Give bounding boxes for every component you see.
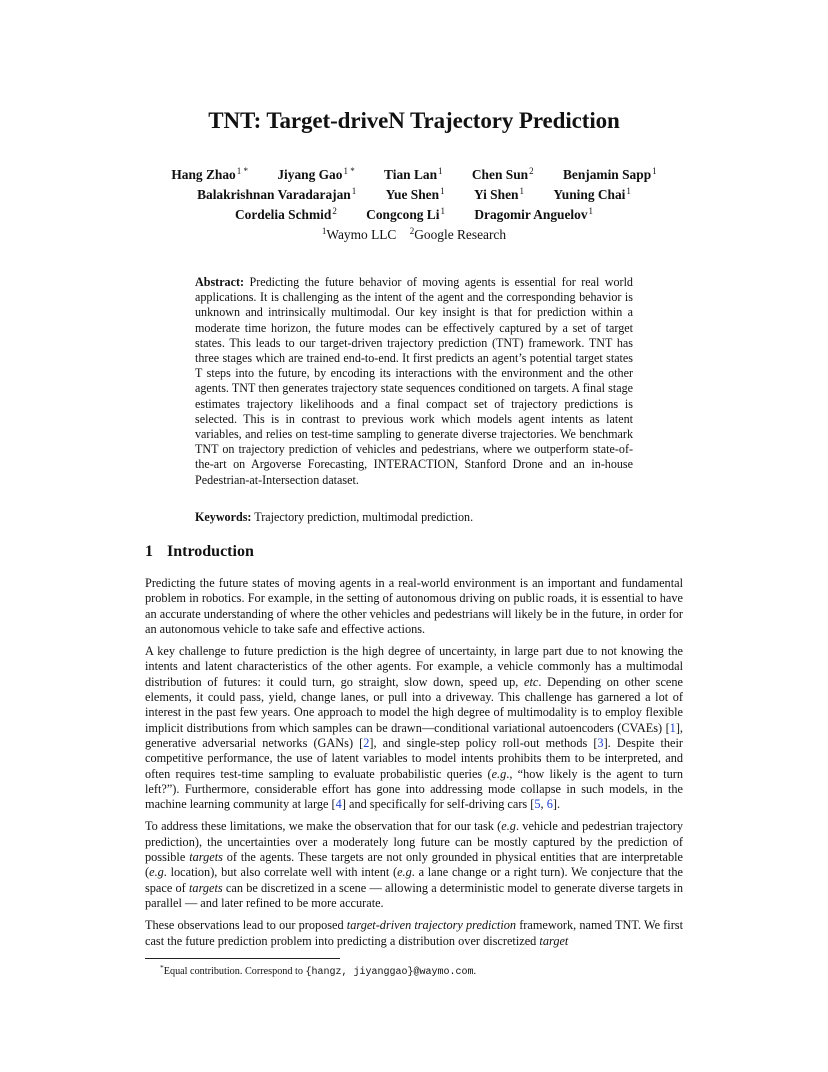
footnote-rule bbox=[145, 958, 340, 959]
affiliations bbox=[0, 226, 828, 243]
author: Hang Zhao$^{1 *}$ bbox=[171, 166, 248, 182]
paper-title: TNT: Target-driveN Trajectory Prediction bbox=[208, 108, 620, 133]
author: Dragomir Anguelov$^1$ bbox=[474, 206, 594, 222]
paragraph: These observations lead to our proposed target-driven trajectory prediction framework, named TNT. We first cast the future prediction problem into predicting a distribution over discretized target bbox=[145, 918, 683, 948]
paragraph: To address these limitations, we make the observation that for our task (e.g. vehicle and pedestrian trajectory prediction), the uncertainties over a moderately long future can be mostly captured by the prediction of possible targets of the agents. These targets are not only grounded in physical entities that are interpretable (e.g. location), but also correlate well with intent (e.g. a lane change or a right turn). We conjecture that the space of targets can be discretized in a scene — allowing a deterministic model to generate diverse targets in parallel — and later refined to be more accurate. bbox=[145, 819, 683, 910]
keywords-text: Trajectory prediction, multimodal prediction. bbox=[254, 510, 474, 524]
abstract-label: Abstract: bbox=[195, 275, 245, 289]
author: Yuning Chai$^1$ bbox=[553, 186, 631, 202]
keywords-label: Keywords: bbox=[195, 510, 252, 524]
author: Chen Sun$^2$ bbox=[471, 166, 534, 182]
paragraph: Predicting the future states of moving agents in a real-world environment is an important and fundamental problem in robotics. For example, in the setting of autonomous driving on public roads, it is essential to have an accurate understanding of where the other vehicles and pedestrians will likely be in the future, in order for an autonomous vehicle to take safe and effective actions. bbox=[145, 576, 683, 636]
affiliation: $^1$Waymo LLC bbox=[321, 226, 397, 242]
author-row-3 bbox=[0, 203, 828, 223]
footnote: *Equal contribution. Correspond to {hangz, jiyanggao}@waymo.com. bbox=[160, 963, 477, 978]
citation-link[interactable]: 3 bbox=[597, 735, 604, 750]
citation-link[interactable]: 2 bbox=[363, 735, 370, 750]
body-text bbox=[145, 576, 683, 956]
section-heading bbox=[145, 543, 254, 561]
section-title: Introduction bbox=[167, 543, 254, 560]
author: Balakrishnan Varadarajan$^1$ bbox=[197, 186, 357, 202]
author: Congcong Li$^1$ bbox=[366, 206, 445, 222]
citation-link[interactable]: 5 bbox=[534, 797, 541, 812]
affiliation: $^2$Google Research bbox=[409, 226, 507, 242]
citation-link[interactable]: 1 bbox=[669, 720, 676, 735]
citation-link[interactable]: 4 bbox=[335, 797, 342, 812]
email-link[interactable]: {hangz, jiyanggao}@waymo.com bbox=[305, 967, 474, 978]
keywords bbox=[195, 510, 633, 525]
citation-link[interactable]: 6 bbox=[546, 797, 553, 812]
abstract bbox=[195, 275, 633, 488]
author-list bbox=[0, 163, 828, 223]
paragraph: A key challenge to future prediction is the high degree of uncertainty, in large part due to not knowing the intents and latent characteristics of the other agents. For example, a vehicle commonly has a multimodal distribution of futures: it could turn, go straight, slow down, speed up, etc. Depending on other scene elements, it could pass, yield, change lanes, or pull into a driveway. This challenge has garnered a lot of interest in the past few years. One approach to model the high degree of multimodality is to employ flexible implicit distributions from which samples can be drawn—conditional variational autoencoders (CVAEs) [1], generative adversarial networks (GANs) [2], and single-step policy roll-out methods [3]. Despite their competitive performance, the use of latent variables to model intents prohibits them to be interpreted, and often requires test-time sampling to evaluate probabilistic queries (e.g., “how likely is the agent to turn left?”). Furthermore, considerable effort has gone into addressing mode collapse in such models, in the machine learning community at large [4] and specifically for self-driving cars [5, 6]. bbox=[145, 644, 683, 812]
author: Cordelia Schmid$^2$ bbox=[234, 206, 337, 222]
author: Tian Lan$^1$ bbox=[384, 166, 443, 182]
abstract-text: Predicting the future behavior of moving agents is essential for real world applications. It is challenging as the intent of the agent and the corresponding behavior is unknown and intrinsically multimodal. Our key insight is that for prediction within a moderate time horizon, the future modes can be effectively captured by a set of target states. This leads to our target-driven trajectory prediction (TNT) framework. TNT has three stages which are trained end-to-end. It first predicts an agent’s potential target states T steps into the future, by encoding its interactions with the environment and the other agents. TNT then generates trajectory state sequences conditioned on targets. A final stage estimates trajectory likelihoods and a final compact set of trajectory predictions is selected. This is in contrast to previous work which models agent intents as latent variables, and relies on test-time sampling to generate diverse trajectories. We benchmark TNT on trajectory prediction of vehicles and pedestrians, where we outperform state-of-the-art on Argoverse Forecasting, INTERACTION, Stanford Drone and an in-house Pedestrian-at-Intersection dataset. bbox=[195, 275, 633, 487]
author-row-1 bbox=[0, 163, 828, 183]
author-row-2 bbox=[0, 183, 828, 203]
section-number: 1 bbox=[145, 543, 153, 560]
author: Benjamin Sapp$^1$ bbox=[562, 166, 657, 182]
author: Jiyang Gao$^{1 *}$ bbox=[277, 166, 355, 182]
author: Yue Shen$^1$ bbox=[385, 186, 445, 202]
author: Yi Shen$^1$ bbox=[473, 186, 524, 202]
